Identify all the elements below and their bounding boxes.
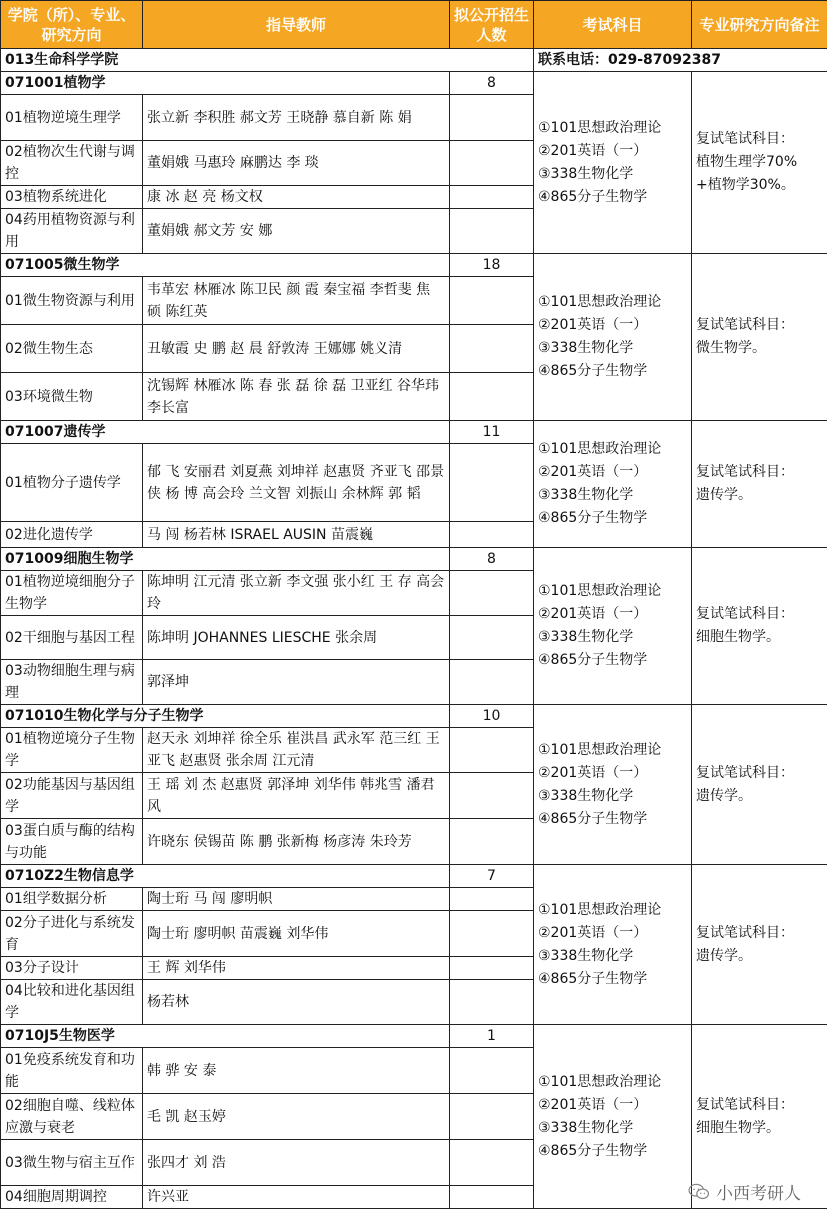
major-count: 8 [450,72,534,95]
major-row [1,254,827,277]
note-line: +植物学30%。 [696,177,795,193]
major-count: 18 [450,254,534,277]
direction-name: 04药用植物资源与利用 [1,209,143,254]
direction-teachers: 韩 骅 安 泰 [143,1048,450,1094]
direction-name: 02分子进化与系统发育 [1,911,143,957]
note-line: 复试笔试科目： [696,606,794,622]
exam-subject: ②201英语（一） [538,1096,648,1113]
direction-count [450,209,534,254]
exam-subject: ③338生物化学 [538,165,634,182]
direction-count [450,911,534,957]
exam-subject: ④865分子生物学 [538,652,648,668]
direction-name: 02微生物生态 [1,325,143,373]
direction-count [450,522,534,548]
note-line: 细胞生物学。 [696,1119,780,1136]
direction-name: 01植物逆境分子生物学 [1,728,143,773]
direction-count [450,1094,534,1140]
watermark [688,1179,801,1204]
direction-name: 01植物分子遗传学 [1,444,143,522]
direction-teachers: 丑敏霞 史 鹏 赵 晨 舒敦涛 王娜娜 姚义清 [143,325,450,373]
direction-teachers: 许兴亚 [143,1186,450,1209]
header-direction: 学院（所）、专业、研究方向 [1,1,143,49]
direction-note [692,865,827,1025]
direction-count [450,957,534,980]
direction-name: 01免疫系统发育和功能 [1,1048,143,1094]
exam-subject: ①101思想政治理论 [538,294,662,310]
direction-teachers: 许晓东 侯锡苗 陈 鹏 张新梅 杨彦涛 朱玲芳 [143,819,450,865]
direction-name: 02进化遗传学 [1,522,143,548]
direction-note [692,72,827,254]
exam-subject: ③338生物化学 [538,340,634,356]
exam-subjects [534,705,692,865]
exam-subject: ③338生物化学 [538,629,634,645]
direction-teachers: 张四才 刘 浩 [143,1140,450,1186]
exam-subject: ③338生物化学 [538,1119,634,1136]
direction-count [450,728,534,773]
major-row [1,705,827,728]
direction-count [450,1186,534,1209]
header-note: 专业研究方向备注 [692,1,827,49]
direction-name: 03植物系统进化 [1,186,143,209]
major-row [1,421,827,444]
direction-name: 03蛋白质与酶的结构与功能 [1,819,143,865]
direction-count [450,277,534,325]
exam-subject: ②201英语（一） [538,924,648,941]
exam-subjects [534,72,692,254]
exam-subjects [534,421,692,548]
note-line: 复试笔试科目： [696,764,794,781]
college-name: 013生命科学学院 [1,49,534,72]
direction-name: 03环境微生物 [1,373,143,421]
note-line: 复试笔试科目： [696,464,794,480]
direction-name: 03动物细胞生理与病理 [1,660,143,705]
exam-subject: ④865分子生物学 [538,188,648,205]
note-line: 微生物学。 [696,340,766,356]
exam-subject: ④865分子生物学 [538,1142,648,1159]
note-line: 植物生理学70% [696,154,798,170]
direction-note [692,548,827,705]
direction-note [692,254,827,421]
exam-subject: ①101思想政治理论 [538,1073,662,1090]
major-row [1,548,827,571]
direction-count [450,1048,534,1094]
major-row [1,865,827,888]
direction-note [692,705,827,865]
note-line: 复试笔试科目： [696,924,794,941]
header-row [1,1,827,49]
college-row [1,49,827,72]
direction-teachers: 陈坤明 JOHANNES LIESCHE 张余周 [143,616,450,660]
direction-name: 01植物逆境细胞分子生物学 [1,571,143,616]
direction-teachers: 康 冰 赵 亮 杨文权 [143,186,450,209]
note-line: 复试笔试科目： [696,1096,794,1113]
header-count: 拟公开招生人数 [450,1,534,49]
direction-count [450,571,534,616]
direction-teachers: 董娟娥 郝文芳 安 娜 [143,209,450,254]
note-line: 复试笔试科目： [696,131,794,147]
direction-name: 04比较和进化基因组学 [1,980,143,1025]
direction-count [450,444,534,522]
direction-teachers: 韦革宏 林雁冰 陈卫民 颜 霞 秦宝福 李哲斐 焦 硕 陈红英 [143,277,450,325]
wechat-icon [688,1183,710,1201]
direction-count [450,773,534,819]
major-row [1,72,827,95]
exam-subject: ①101思想政治理论 [538,583,662,599]
exam-subject: ②201英语（一） [538,464,648,480]
direction-name: 02细胞自噬、线粒体应激与衰老 [1,1094,143,1140]
direction-teachers: 赵天永 刘坤祥 徐全乐 崔洪昌 武永军 范三红 王亚飞 赵惠贤 张余周 江元清 [143,728,450,773]
note-line: 遗传学。 [696,947,752,964]
note-line: 遗传学。 [696,487,752,503]
exam-subjects [534,548,692,705]
exam-subject: ③338生物化学 [538,787,634,804]
direction-teachers: 郭泽坤 [143,660,450,705]
direction-count [450,980,534,1025]
direction-name: 02功能基因与基因组学 [1,773,143,819]
watermark-text: 小西考研人 [716,1184,801,1204]
direction-teachers: 陶士珩 马 闯 廖明帜 [143,888,450,911]
direction-count [450,660,534,705]
direction-teachers: 陶士珩 廖明帜 苗震巍 刘华伟 [143,911,450,957]
direction-name: 04细胞周期调控 [1,1186,143,1209]
exam-subject: ④865分子生物学 [538,363,648,379]
exam-subject: ②201英语（一） [538,317,648,333]
exam-subject: ①101思想政治理论 [538,901,662,918]
note-line: 遗传学。 [696,787,752,804]
direction-count [450,95,534,141]
college-phone: 联系电话：029-87092387 [534,49,827,72]
direction-count [450,888,534,911]
header-teachers: 指导教师 [143,1,450,49]
direction-name: 01组学数据分析 [1,888,143,911]
direction-teachers: 张立新 李积胜 郝文芳 王晓静 慕自新 陈 娟 [143,95,450,141]
direction-name: 02植物次生代谢与调控 [1,141,143,186]
direction-name: 03微生物与宿主互作 [1,1140,143,1186]
direction-teachers: 沈锡辉 林雁冰 陈 春 张 磊 徐 磊 卫亚红 谷华玮 李长富 [143,373,450,421]
exam-subject: ④865分子生物学 [538,810,648,827]
direction-name: 02干细胞与基因工程 [1,616,143,660]
exam-subject: ③338生物化学 [538,947,634,964]
exam-subject: ②201英语（一） [538,764,648,781]
exam-subject: ②201英语（一） [538,142,648,159]
header-exam: 考试科目 [534,1,692,49]
direction-count [450,819,534,865]
major-name: 0710Z2生物信息学 [1,865,450,888]
exam-subject: ①101思想政治理论 [538,441,662,457]
exam-subject: ④865分子生物学 [538,510,648,526]
direction-name: 01植物逆境生理学 [1,95,143,141]
direction-teachers: 王 瑶 刘 杰 赵惠贤 郭泽坤 刘华伟 韩兆雪 潘君风 [143,773,450,819]
major-name: 071009细胞生物学 [1,548,450,571]
direction-count [450,1140,534,1186]
major-count: 1 [450,1025,534,1048]
major-name: 071001植物学 [1,72,450,95]
major-name: 0710J5生物医学 [1,1025,450,1048]
direction-teachers: 毛 凯 赵玉婷 [143,1094,450,1140]
direction-name: 01微生物资源与利用 [1,277,143,325]
direction-count [450,141,534,186]
direction-name: 03分子设计 [1,957,143,980]
exam-subject: ②201英语（一） [538,606,648,622]
exam-subject: ③338生物化学 [538,487,634,503]
exam-subjects [534,865,692,1025]
exam-subject: ①101思想政治理论 [538,741,662,758]
major-name: 071010生物化学与分子生物学 [1,705,450,728]
note-line: 细胞生物学。 [696,629,780,645]
direction-count [450,373,534,421]
direction-count [450,325,534,373]
direction-teachers: 马 闯 杨若林 ISRAEL AUSIN 苗震巍 [143,522,450,548]
exam-subjects [534,254,692,421]
note-line: 复试笔试科目： [696,317,794,333]
major-row [1,1025,827,1048]
direction-count [450,616,534,660]
direction-count [450,186,534,209]
exam-subject: ①101思想政治理论 [538,119,662,136]
major-count: 8 [450,548,534,571]
major-count: 11 [450,421,534,444]
exam-subjects [534,1025,692,1209]
major-name: 071005微生物学 [1,254,450,277]
major-count: 10 [450,705,534,728]
direction-teachers: 陈坤明 江元清 张立新 李文强 张小红 王 存 高会玲 [143,571,450,616]
direction-teachers: 王 辉 刘华伟 [143,957,450,980]
direction-teachers: 董娟娥 马惠玲 麻鹏达 李 琰 [143,141,450,186]
major-count: 7 [450,865,534,888]
direction-note [692,421,827,548]
exam-subject: ④865分子生物学 [538,970,648,987]
direction-teachers: 杨若林 [143,980,450,1025]
direction-teachers: 郁 飞 安丽君 刘夏燕 刘坤祥 赵惠贤 齐亚飞 邵景侠 杨 博 高会玲 兰文智 刘振山 余林辉 郭 韬 [143,444,450,522]
major-name: 071007遗传学 [1,421,450,444]
